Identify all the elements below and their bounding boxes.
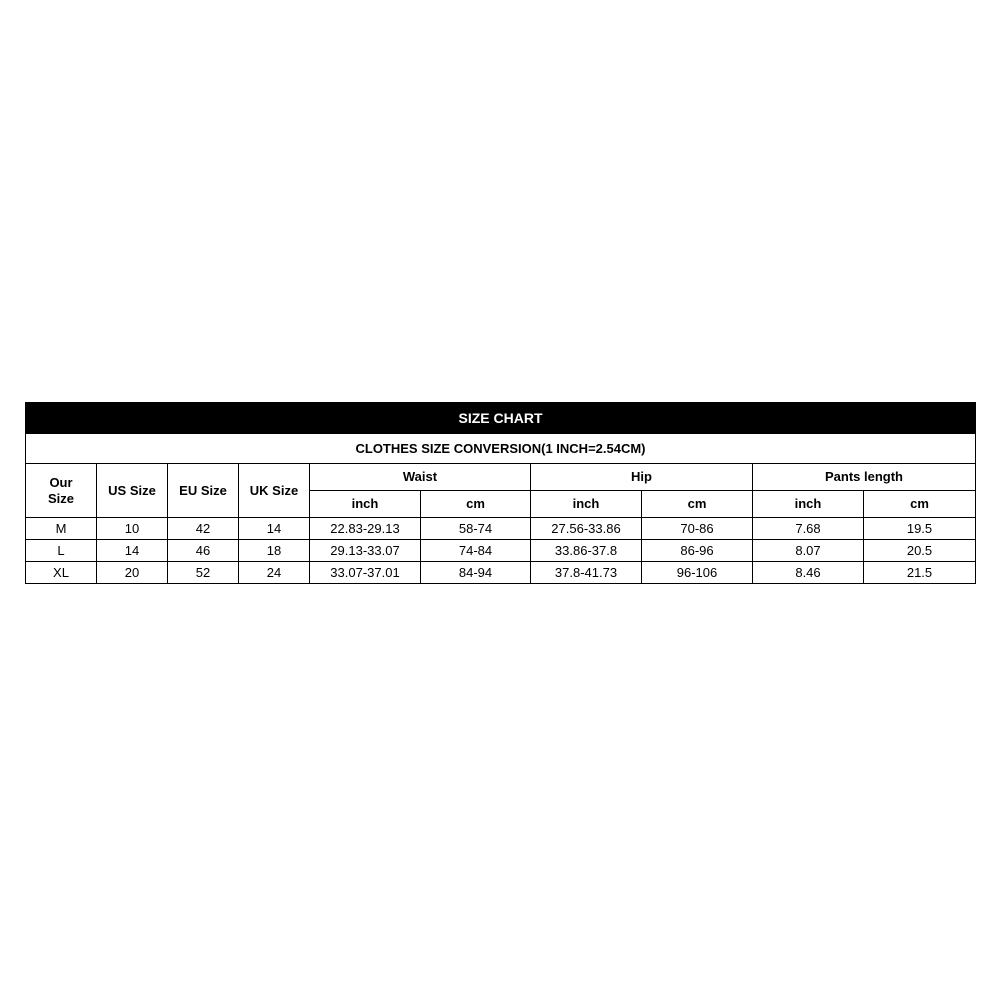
cell-us-size: 14 [97, 540, 168, 562]
subtitle-row [26, 434, 976, 464]
cell-us-size: 20 [97, 562, 168, 584]
cell-waist-cm: 74-84 [421, 540, 531, 562]
cell-hip-cm: 96-106 [642, 562, 753, 584]
chart-title: SIZE CHART [26, 403, 976, 434]
cell-waist-inch: 29.13-33.07 [310, 540, 421, 562]
cell-our-size: L [26, 540, 97, 562]
header-row-main [26, 464, 976, 491]
title-row [26, 403, 976, 434]
cell-our-size: M [26, 518, 97, 540]
cell-waist-inch: 33.07-37.01 [310, 562, 421, 584]
header-our-size-line2: Size [47, 490, 74, 506]
header-our-size [26, 464, 97, 518]
cell-hip-inch: 33.86-37.8 [531, 540, 642, 562]
cell-eu-size: 42 [168, 518, 239, 540]
header-hip-inch: inch [531, 491, 642, 518]
table-row [26, 562, 976, 584]
cell-hip-inch: 37.8-41.73 [531, 562, 642, 584]
header-pants-length: Pants length [753, 464, 976, 491]
header-eu-size: EU Size [168, 464, 239, 518]
cell-waist-cm: 84-94 [421, 562, 531, 584]
cell-uk-size: 18 [239, 540, 310, 562]
cell-pants-cm: 20.5 [864, 540, 976, 562]
cell-uk-size: 24 [239, 562, 310, 584]
header-our-size-line1: Our [49, 474, 73, 490]
header-pants-cm: cm [864, 491, 976, 518]
cell-pants-inch: 8.07 [753, 540, 864, 562]
table-row [26, 518, 976, 540]
cell-pants-cm: 21.5 [864, 562, 976, 584]
size-chart [25, 402, 975, 584]
cell-waist-cm: 58-74 [421, 518, 531, 540]
header-waist: Waist [310, 464, 531, 491]
cell-hip-inch: 27.56-33.86 [531, 518, 642, 540]
cell-pants-inch: 8.46 [753, 562, 864, 584]
cell-us-size: 10 [97, 518, 168, 540]
chart-subtitle: CLOTHES SIZE CONVERSION(1 INCH=2.54CM) [26, 434, 976, 464]
header-us-size: US Size [97, 464, 168, 518]
header-uk-size: UK Size [239, 464, 310, 518]
cell-pants-inch: 7.68 [753, 518, 864, 540]
size-chart-table [25, 402, 976, 584]
table-row [26, 540, 976, 562]
cell-uk-size: 14 [239, 518, 310, 540]
header-waist-cm: cm [421, 491, 531, 518]
header-pants-inch: inch [753, 491, 864, 518]
header-hip: Hip [531, 464, 753, 491]
cell-our-size: XL [26, 562, 97, 584]
cell-hip-cm: 70-86 [642, 518, 753, 540]
header-hip-cm: cm [642, 491, 753, 518]
cell-eu-size: 46 [168, 540, 239, 562]
cell-hip-cm: 86-96 [642, 540, 753, 562]
cell-eu-size: 52 [168, 562, 239, 584]
cell-pants-cm: 19.5 [864, 518, 976, 540]
cell-waist-inch: 22.83-29.13 [310, 518, 421, 540]
header-waist-inch: inch [310, 491, 421, 518]
